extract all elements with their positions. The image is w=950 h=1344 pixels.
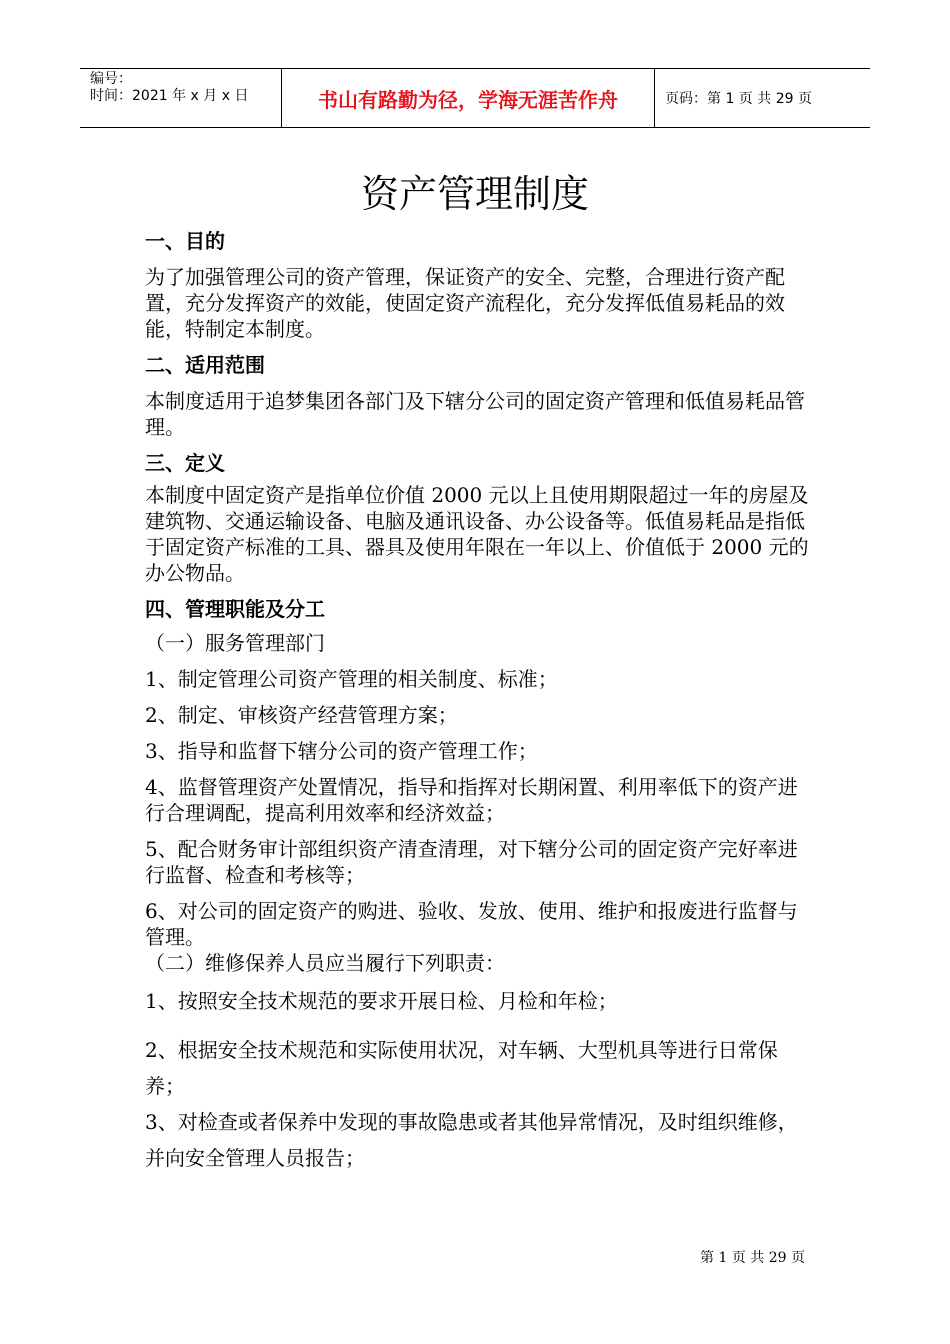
section-body-purpose: 为了加强管理公司的资产管理，保证资产的安全、完整，合理进行资产配置，充分发挥资产的效能，使固定资产流程化，充分发挥低值易耗品的效能，特制定本制度。 (145, 265, 785, 341)
header-motto: 书山有路勤为径，学海无涯苦作舟 (282, 69, 655, 127)
list-item: 1、制定管理公司资产管理的相关制度、标准； (145, 667, 558, 691)
section-heading-purpose: 一、目的 (145, 229, 225, 253)
header-meta-cell (80, 69, 282, 127)
subsection-maintenance-staff: （二）维修保养人员应当履行下列职责： (145, 951, 505, 975)
document-body (145, 228, 810, 1176)
list-item: 3、对检查或者保养中发现的事故隐患或者其他异常情况，及时组织维修，并向安全管理人员报告； (145, 1110, 798, 1170)
header-page-info: 页码：第 1 页 共 29 页 (665, 91, 812, 107)
list-item: 6、对公司的固定资产的购进、验收、发放、使用、维护和报废进行监督与管理。 (145, 899, 798, 949)
document-title: 资产管理制度 (360, 172, 589, 216)
list-item: 1、按照安全技术规范的要求开展日检、月检和年检； (145, 989, 618, 1013)
subsection-service-department: （一）服务管理部门 (145, 631, 325, 655)
section-heading-scope: 二、适用范围 (145, 353, 265, 377)
section-heading-duties: 四、管理职能及分工 (145, 597, 325, 621)
list-item: 5、配合财务审计部组织资产清查清理，对下辖分公司的固定资产完好率进行监督、检查和考核等； (145, 837, 798, 887)
document-number-label: 编号： (90, 71, 132, 87)
list-item: 4、监督管理资产处置情况，指导和指挥对长期闲置、利用率低下的资产进行合理调配，提高利用效率和经济效益； (145, 775, 798, 825)
header-table (80, 68, 870, 128)
section-body-definition: 本制度中固定资产是指单位价值 2000 元以上且使用期限超过一年的房屋及建筑物、交通运输设备、电脑及通讯设备、办公设备等。低值易耗品是指低于固定资产标准的工具、器具及使用年限在一年以上、价值低于 2000 元的办公物品。 (145, 483, 809, 585)
page-footer: 第 1 页 共 29 页 (700, 1250, 805, 1266)
section-body-scope: 本制度适用于追梦集团各部门及下辖分公司的固定资产管理和低值易耗品管理。 (145, 389, 805, 439)
list-item: 2、制定、审核资产经营管理方案； (145, 703, 458, 727)
section-heading-definition: 三、定义 (145, 451, 225, 475)
document-date: 时间：2021 年 x 月 x 日 (90, 88, 249, 104)
list-item: 2、根据安全技术规范和实际使用状况，对车辆、大型机具等进行日常保养； (145, 1038, 778, 1098)
list-item: 3、指导和监督下辖分公司的资产管理工作； (145, 739, 538, 763)
